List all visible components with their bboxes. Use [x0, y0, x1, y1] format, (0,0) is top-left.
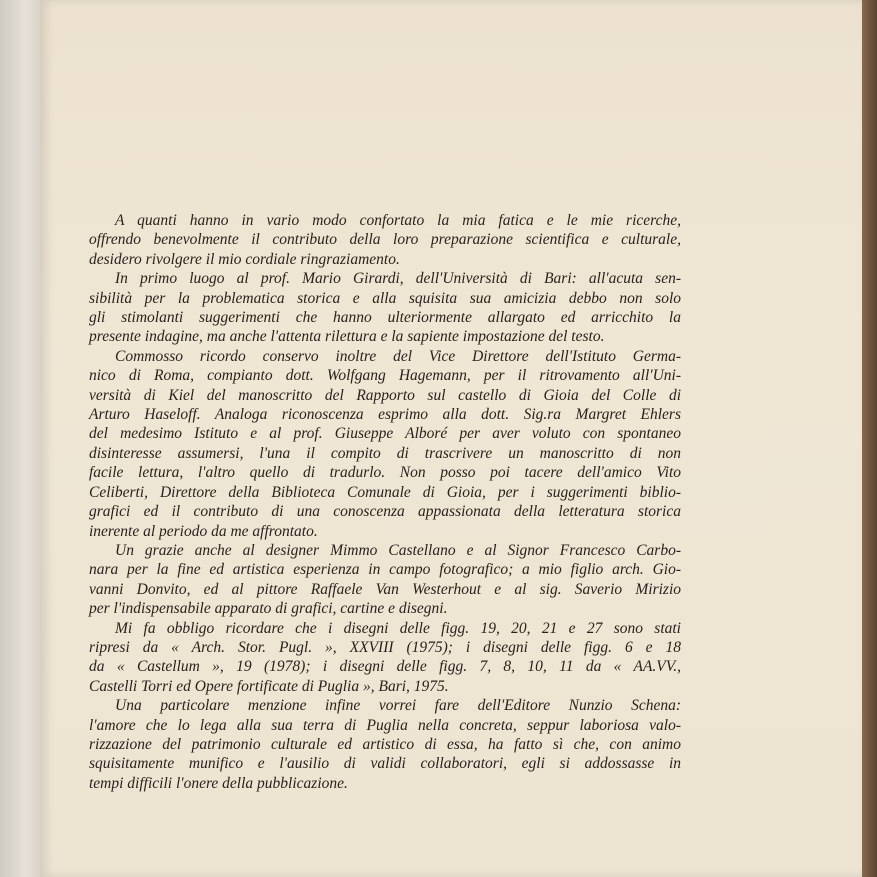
text-line: offrendo benevolmente il contributo della loro preparazione scientifica e culturale, [89, 231, 681, 249]
text-line: In primo luogo al prof. Mario Girardi, dell'Università di Bari: all'acuta sen- [115, 270, 681, 288]
text-line: inerente al periodo da me affrontato. [89, 522, 318, 540]
paragraph-5 [89, 619, 681, 697]
text-line: Una particolare menzione infine vorrei fare dell'Editore Nunzio Schena: [115, 697, 681, 715]
paragraph-6 [89, 696, 681, 793]
paragraph-2 [89, 269, 681, 347]
facing-page-edge [0, 0, 42, 877]
text-line: Mi fa obbligo ricordare che i disegni delle figg. 19, 20, 21 e 27 sono stati [115, 619, 681, 637]
text-line: ripresi da « Arch. Stor. Pugl. », XXVIII (1975); i disegni delle figg. 6 e 18 [89, 638, 681, 656]
text-line: l'amore che lo lega alla sua terra di Puglia nella concreta, seppur laboriosa valo- [89, 716, 681, 734]
paragraph-1 [89, 211, 681, 269]
text-line: A quanti hanno in vario modo confortato la mia fatica e le mie ricerche, [115, 212, 681, 229]
text-line: per l'indispensabile apparato di grafici, cartine e disegni. [89, 600, 448, 618]
text-line: vanni Donvito, ed al pittore Raffaele Van Westerhout e al sig. Saverio Mirizio [89, 580, 681, 598]
text-line: da « Castellum », 19 (1978); i disegni delle figg. 7, 8, 10, 11 da « AA.VV., [89, 658, 681, 676]
text-line: del medesimo Istituto e al prof. Giuseppe Alboré per aver voluto con spontaneo [89, 425, 681, 443]
text-line: nico di Roma, compianto dott. Wolfgang Hagemann, per il ritrovamento all'Uni- [89, 367, 681, 385]
text-line: Commosso ricordo conservo inoltre del Vice Direttore dell'Istituto Germa- [115, 347, 681, 365]
text-line: tempi difficili l'onere della pubblicazione. [89, 774, 348, 792]
text-line: disinteresse assumersi, l'una il compito di trascrivere un manoscritto di non [89, 444, 681, 462]
text-line: sibilità per la problematica storica e alla squisita sua amicizia debbo non solo [89, 289, 681, 307]
acknowledgements-text [89, 211, 681, 793]
text-line: facile lettura, l'altro quello di tradurlo. Non posso poi tacere dell'amico Vito [89, 464, 681, 482]
text-line: desidero rivolgere il mio cordiale ringraziamento. [89, 250, 400, 268]
text-line: versità di Kiel del manoscritto del Rapporto sul castello di Gioia del Colle di [89, 386, 681, 404]
text-line: nara per la fine ed artistica esperienza in campo fotografico; a mio figlio arch. Gio- [89, 561, 681, 579]
text-line: Castelli Torri ed Opere fortificate di Puglia », Bari, 1975. [89, 677, 449, 695]
text-line: grafici ed il contributo di una conoscenza appassionata della letteratura storica [89, 503, 681, 521]
text-line: presente indagine, ma anche l'attenta rilettura e la sapiente impostazione del testo. [89, 328, 605, 346]
text-line: rizzazione del patrimonio culturale ed artistico di essa, ha fatto sì che, con animo [89, 735, 681, 753]
background-surface [862, 0, 877, 877]
text-line: squisitamente munifico e l'ausilio di validi collaboratori, egli si addossasse in [89, 755, 681, 773]
text-line: Arturo Haseloff. Analoga riconoscenza esprimo alla dott. Sig.ra Margret Ehlers [89, 406, 681, 424]
text-line: Celiberti, Direttore della Biblioteca Comunale di Gioia, per i suggerimenti biblio- [89, 483, 681, 501]
paragraph-4 [89, 541, 681, 619]
text-line: gli stimolanti suggerimenti che hanno ulteriormente allargato ed arricchito la [89, 309, 681, 327]
paragraph-3 [89, 347, 681, 541]
text-line: Un grazie anche al designer Mimmo Castellano e al Signor Francesco Carbo- [115, 541, 681, 559]
